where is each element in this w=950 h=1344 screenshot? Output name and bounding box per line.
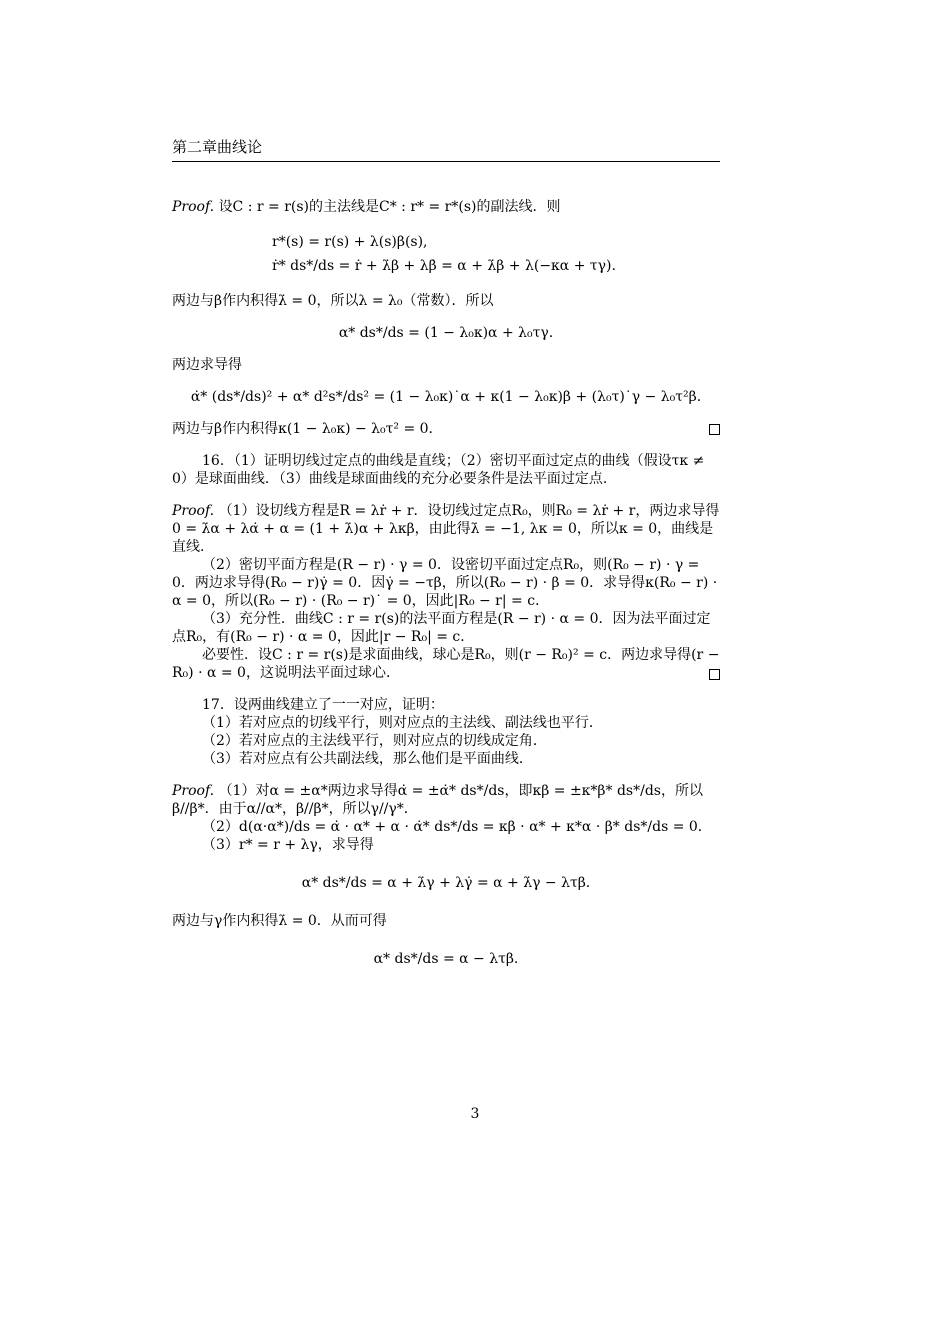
proof-1-intro [172,198,720,216]
proof-16-necessity: 必要性．设C : r = r(s)是求面曲线，球心是R₀，则(r − R₀)² = c．两边求导得(r − R₀) · α = 0，这说明法平面过球心． [172,647,720,681]
question-16: 16．（1）证明切线过定点的曲线是直线；（2）密切平面过定点的曲线（假设τκ ≠ 0）是球面曲线．（3）曲线是球面曲线的充分必要条件是法平面过定点． [172,453,705,487]
page-number: 3 [470,1106,480,1122]
equation: α* ds*/ds = α − λτβ. [373,951,519,967]
proof-1-end [172,420,720,438]
paragraph: 两边与γ作内积得λ̇ = 0．从而可得 [172,913,387,929]
question-17-item: （3）若对应点有公共副法线，那么他们是平面曲线． [202,751,533,767]
proof-17-part-1 [172,782,720,818]
qed-box-icon [709,424,720,435]
paragraph: 两边求导得 [172,357,242,373]
paragraph: 两边与β作内积得κ(1 − λ₀κ) − λ₀τ² = 0． [172,421,443,437]
proof-17-part-2: （2）d(α·α*)/ds = α̇ · α* + α · α̇* ds*/ds = κβ · α* + κ*α · β* ds*/ds = 0． [202,819,712,835]
proof-16-end [172,646,720,682]
qed-box-icon [709,669,720,680]
question-17-item: （2）若对应点的主法线平行，则对应点的切线成定角． [202,733,547,749]
question-17-item: （1）若对应点的切线平行，则对应点的主法线、副法线也平行． [202,715,603,731]
proof-label: Proof. [172,783,215,799]
proof-17-part-3: （3）r* = r + λγ，求导得 [202,837,374,853]
equation: α̇* (ds*/ds)² + α* d²s*/ds² = (1 − λ₀κ)˙α + κ(1 − λ₀κ)β + (λ₀τ)˙γ − λ₀τ²β. [190,389,702,405]
proof-17-part-1-text: （1）对α = ±α*两边求导得α̇ = ±α̇* ds*/ds，即κβ = ±κ*β* ds*/ds，所以β//β*．由于α//α*，β//β*，所以γ//γ*． [172,783,703,817]
paragraph: 两边与β作内积得λ̇ = 0，所以λ = λ₀（常数）．所以 [172,293,494,309]
proof-1-intro-text: 设C : r = r(s)的主法线是C* : r* = r*(s)的副法线．则 [218,199,561,215]
proof-16-part-1 [172,502,720,556]
running-header: 第二章曲线论 [172,136,720,162]
equation-block-1 [172,230,720,278]
proof-16-part-2: （2）密切平面方程是(R − r) · γ = 0．设密切平面过定点R₀，则(R₀ − r) · γ = 0．两边求导得(R₀ − r)γ̇ = 0．因γ̇ = −τβ，所以(R₀ − r) · β = 0．求导得κ(R₀ − r) · α = 0，所以(R₀ − r) · (R₀ − r)˙ = 0，因此|R₀ − r| = c． [172,557,718,609]
equation: α* ds*/ds = α + λ̇γ + λγ̇ = α + λ̇γ − λτβ. [301,875,591,891]
equation: ṙ* ds*/ds = ṙ + λ̇β + λβ̇ = α + λ̇β + λ(−κα + τγ). [272,258,616,274]
question-17: 17．设两曲线建立了一一对应，证明： [202,697,444,713]
page-body [172,198,720,988]
proof-label: Proof. [172,503,215,519]
proof-16-part-1-text: （1）设切线方程是R = λṙ + r．设切线过定点R₀，则R₀ = λṙ + r，两边求导得0 = λ̇α + λα̇ + α = (1 + λ̇)α + λκβ，由此得λ̇ = −1, λκ = 0，所以κ = 0，曲线是直线． [172,503,720,555]
equation: r*(s) = r(s) + λ(s)β(s), [272,234,428,250]
proof-16-part-3: （3）充分性．曲线C : r = r(s)的法平面方程是(R − r) · α = 0．因为法平面过定点R₀，有(R₀ − r) · α = 0，因此|r − R₀| = c． [172,611,711,645]
equation: α* ds*/ds = (1 − λ₀κ)α + λ₀τγ. [338,325,554,341]
proof-label: Proof. [172,199,215,215]
